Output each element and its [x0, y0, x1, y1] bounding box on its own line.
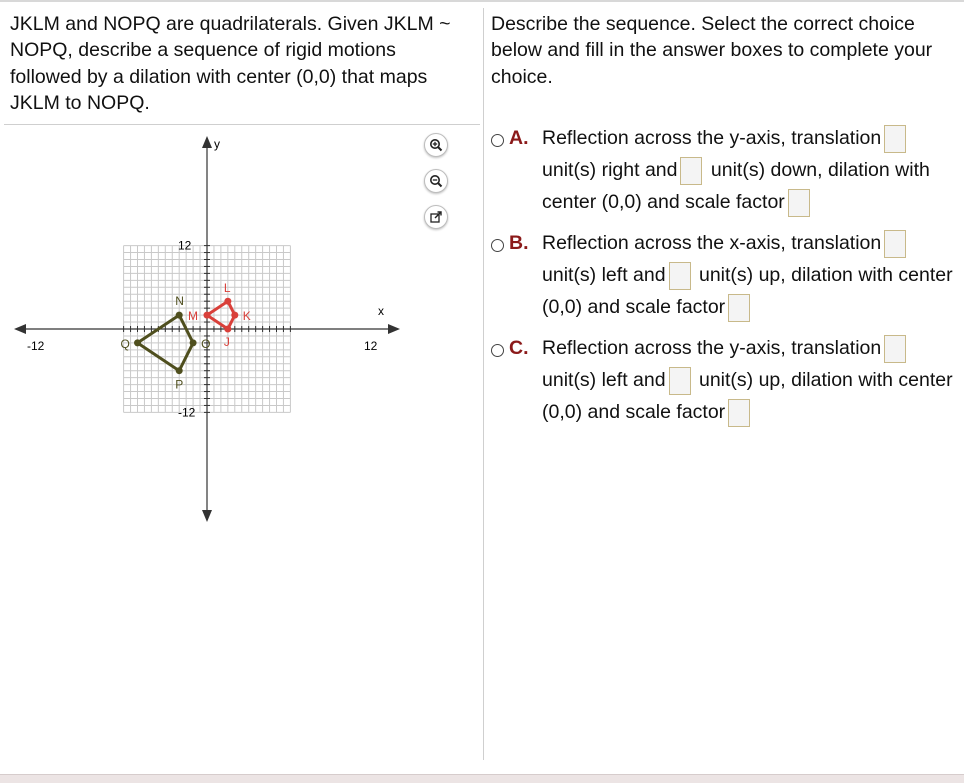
instructions-text: Describe the sequence. Select the correct choice below and fill in the answer boxes to complete your choice. — [491, 13, 933, 88]
vertex-label-m: M — [188, 309, 198, 324]
choice-c-text-1: Reflection across the y-axis, translation — [542, 337, 882, 359]
zoom-in-button[interactable] — [424, 133, 448, 157]
choice-a-scale-factor-box[interactable] — [788, 189, 810, 217]
vertex-label-k: K — [242, 309, 251, 324]
y-axis-label: y — [214, 137, 220, 151]
vertex-label-q: Q — [120, 336, 130, 351]
choice-b-text-2: unit(s) left and — [542, 264, 666, 286]
vertex-label-j: J — [223, 335, 230, 349]
choice-b-text-1: Reflection across the x-axis, translation — [542, 232, 882, 254]
choice-c-letter: C. — [509, 337, 529, 359]
vertex-label-n: N — [175, 294, 184, 309]
popout-button[interactable] — [424, 205, 448, 229]
popout-icon — [429, 210, 443, 224]
question-divider — [4, 124, 480, 125]
choice-b-radio[interactable] — [491, 239, 504, 252]
choice-b-text-3: unit(s) up, dilation with center (0,0) and scale factor — [542, 264, 953, 318]
vertex-o — [190, 339, 197, 346]
choice-b-translation-y-box[interactable] — [669, 262, 691, 290]
vertex-label-o: O — [201, 336, 211, 351]
choice-c-text-3: unit(s) up, dilation with center (0,0) and scale factor — [542, 369, 953, 423]
vertex-m — [204, 312, 211, 319]
choice-b-scale-factor-box[interactable] — [728, 294, 750, 322]
x-axis-label: x — [378, 304, 384, 318]
choice-b-letter: B. — [509, 232, 529, 254]
vertex-label-l: L — [223, 281, 231, 296]
y-axis-arrow-down — [202, 510, 212, 522]
choice-c-text-2: unit(s) left and — [542, 369, 666, 391]
choice-c-text — [542, 332, 962, 428]
choice-a-text — [542, 122, 962, 218]
choice-c-scale-factor-box[interactable] — [728, 399, 750, 427]
vertex-j — [224, 326, 231, 333]
choice-c-radio[interactable] — [491, 344, 504, 357]
x-tick-max: 12 — [364, 339, 378, 353]
top-border — [0, 0, 964, 2]
vertex-l — [224, 298, 231, 305]
choice-c-translation-x-box[interactable] — [884, 335, 906, 363]
zoom-out-icon — [429, 174, 443, 188]
vertex-p — [176, 367, 183, 374]
choice-a-translation-y-box[interactable] — [680, 157, 702, 185]
y-tick-min: -12 — [178, 405, 196, 420]
coordinate-graph — [0, 130, 400, 530]
vertex-n — [176, 312, 183, 319]
choice-a-text-3: unit(s) down, dilation with center (0,0) and scale factor — [542, 159, 930, 213]
zoom-in-icon — [429, 138, 443, 152]
vertex-k — [231, 312, 238, 319]
y-tick-max: 12 — [178, 238, 192, 253]
axes — [14, 136, 400, 522]
panel-divider — [483, 8, 484, 760]
choice-b-text — [542, 227, 962, 323]
choice-a-translation-x-box[interactable] — [884, 125, 906, 153]
choice-a-text-2: unit(s) right and — [542, 159, 678, 181]
vertex-label-p: P — [175, 377, 184, 392]
vertex-q — [134, 339, 141, 346]
question-text: JKLM and NOPQ are quadrilaterals. Given JKLM ~ NOPQ, describe a sequence of rigid motions followed by a dilation with center (0,0) that maps JKLM to NOPQ. — [10, 13, 451, 115]
choice-a-letter: A. — [509, 127, 529, 149]
x-tick-min: -12 — [27, 339, 45, 353]
x-axis-arrow-right — [388, 324, 400, 334]
x-axis-arrow-left — [14, 324, 26, 334]
choice-a-radio[interactable] — [491, 134, 504, 147]
choice-c-translation-y-box[interactable] — [669, 367, 691, 395]
choice-b-translation-x-box[interactable] — [884, 230, 906, 258]
choice-a-text-1: Reflection across the y-axis, translation — [542, 127, 882, 149]
y-axis-arrow-up — [202, 136, 212, 148]
zoom-out-button[interactable] — [424, 169, 448, 193]
